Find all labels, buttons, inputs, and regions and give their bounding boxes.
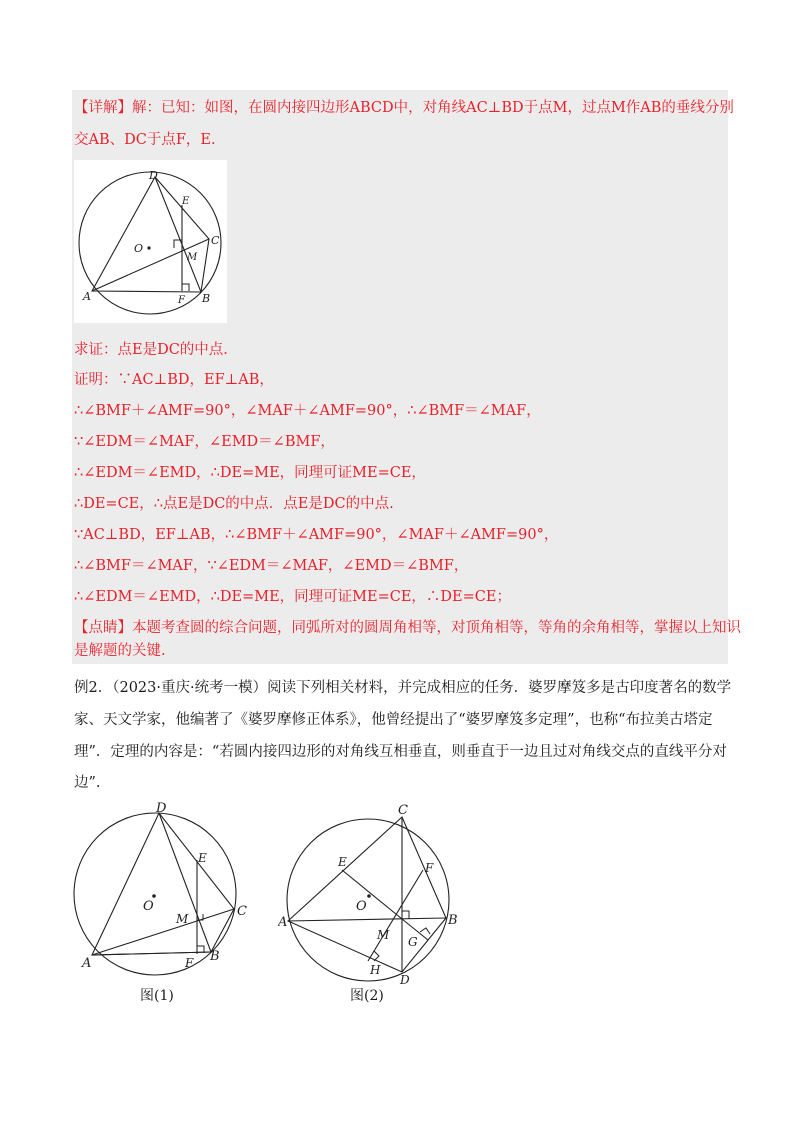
solution-figure-diagram (74, 160, 227, 323)
fig2-label-g: G (408, 935, 418, 949)
solution-figure (74, 160, 227, 323)
proof-line: ∵∠EDM＝∠MAF，∠EMD＝∠BMF， (74, 434, 335, 450)
figure-1-diagram (70, 800, 270, 980)
proof-line: ∴∠BMF＋∠AMF=90°，∠MAF＋∠AMF=90°，∴∠BMF＝∠MAF， (74, 403, 541, 419)
fig1-label-d: D (156, 801, 167, 816)
label-e: E (182, 196, 190, 207)
fig1-label-f: F (185, 956, 194, 970)
fig1-label-o: O (143, 899, 154, 914)
fig1-label-b: B (210, 949, 220, 964)
fig2-label-a: A (278, 915, 288, 930)
figure-2-diagram (278, 800, 478, 990)
example-line: 边”. (74, 775, 101, 791)
fig2-label-h: H (370, 963, 381, 977)
example-line: 例2．（2023·重庆·统考一模）阅读下列相关材料，并完成相应的任务．婆罗摩笈多是古印度著名的数学 (74, 680, 732, 696)
fig2-label-c: C (398, 803, 408, 818)
label-o: O (134, 242, 144, 255)
label-m: M (187, 252, 198, 263)
fig1-label-c: C (237, 904, 247, 919)
fig2-label-m: M (377, 928, 390, 942)
fig1-label-e: E (198, 851, 207, 865)
fig2-label-b: B (448, 913, 458, 928)
proof-line: ∵AC⊥BD，EF⊥AB，∴∠BMF＋∠AMF=90°，∠MAF＋∠AMF=90°， (74, 527, 559, 543)
fig2-label-d: D (400, 973, 410, 987)
solution-header-line1: 【详解】解：已知：如图，在圆内接四边形ABCD中，对角线AC⊥BD于点M，过点M作AB的垂线分别 (74, 100, 734, 116)
fig1-label-a: A (82, 956, 92, 971)
proof-line: ∴∠EDM＝∠EMD，∴DE=ME，同理可证ME=CE， (74, 465, 426, 481)
fig2-label-e: E (338, 855, 347, 869)
label-a: A (83, 290, 91, 303)
proof-line: ∴∠BMF＝∠MAF，∵∠EDM＝∠MAF，∠EMD＝∠BMF， (74, 558, 469, 574)
example-line: 家、天文学家，他编著了《婆罗摩修正体系》，他曾经提出了“婆罗摩笈多定理”，也称“布拉美古塔定 (74, 712, 713, 728)
fig2-label-f: F (425, 861, 434, 875)
label-b: B (202, 292, 211, 305)
fig2-label-o: O (356, 899, 367, 914)
fig1-label-m: M (176, 912, 189, 926)
label-c: C (211, 234, 220, 247)
comment-line1: 【点睛】本题考查圆的综合问题，同弧所对的圆周角相等，对顶角相等，等角的余角相等，掌握以上知识 (74, 620, 741, 636)
prove-statement: 求证：点E是DC的中点. (74, 342, 228, 358)
proof-line: ∴DE=CE，∴点E是DC的中点．点E是DC的中点. (74, 496, 394, 512)
figure-1-caption: 图(1) (140, 988, 174, 1004)
figure-2-caption: 图(2) (350, 988, 384, 1004)
proof-line: ∴∠EDM＝∠EMD，∴DE=ME，同理可证ME=CE，∴DE=CE； (74, 589, 511, 605)
comment-line2: 是解题的关键. (74, 643, 166, 659)
proof-line: 证明：∵AC⊥BD，EF⊥AB， (74, 372, 274, 388)
example-line: 理”．定理的内容是：“若圆内接四边形的对角线互相垂直，则垂直于一边且过对角线交点的直线平分对 (74, 744, 727, 760)
label-d: D (149, 169, 158, 182)
solution-header-line2: 交AB、DC于点F，E. (74, 132, 216, 148)
label-f: F (178, 295, 185, 306)
